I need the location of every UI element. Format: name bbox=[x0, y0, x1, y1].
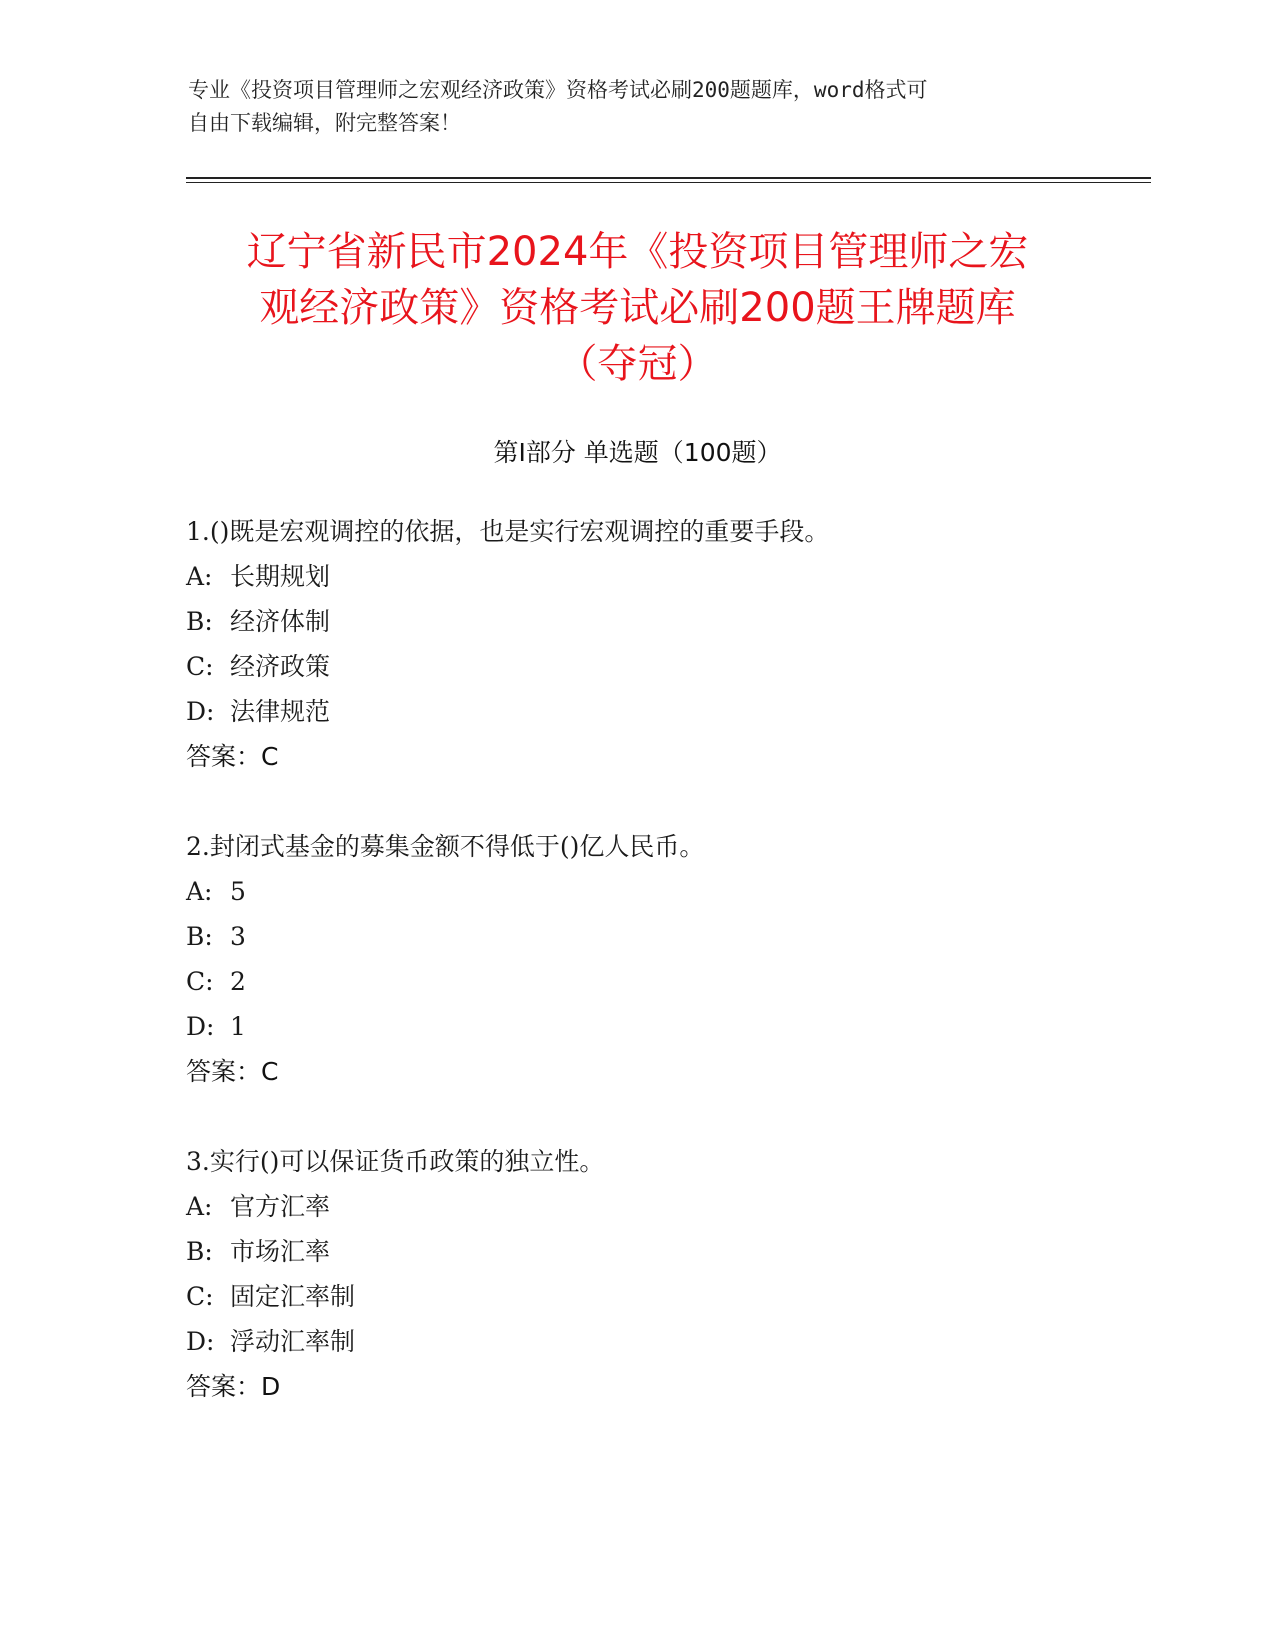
question-2 bbox=[186, 824, 1086, 1094]
option-d bbox=[186, 1319, 1086, 1364]
option-letter: A: bbox=[186, 562, 213, 591]
option-letter: A: bbox=[186, 877, 213, 906]
header-note-line-2: 自由下载编辑，附完整答案！ bbox=[188, 111, 461, 135]
answer: 答案：D bbox=[186, 1372, 281, 1401]
option-a bbox=[186, 1184, 1086, 1229]
option-text: 2 bbox=[230, 967, 246, 996]
question-3 bbox=[186, 1139, 1086, 1409]
header-divider-thick bbox=[186, 177, 1151, 179]
section-title: 第Ⅰ部分 单选题（100题） bbox=[493, 438, 782, 467]
option-text: 市场汇率 bbox=[230, 1237, 331, 1266]
question-stem: 2.封闭式基金的募集金额不得低于()亿人民币。 bbox=[186, 832, 705, 861]
option-c bbox=[186, 959, 1086, 1004]
option-letter: C: bbox=[186, 652, 214, 681]
document-title bbox=[160, 224, 1115, 392]
header-divider-thin bbox=[186, 182, 1151, 183]
option-text: 法律规范 bbox=[230, 697, 331, 726]
option-text: 1 bbox=[230, 1012, 246, 1041]
answer: 答案：C bbox=[186, 742, 279, 771]
option-letter: D: bbox=[186, 1012, 215, 1041]
header-note bbox=[188, 74, 1068, 140]
document-title-line-1: 辽宁省新民市2024年《投资项目管理师之宏 bbox=[246, 229, 1029, 275]
option-b bbox=[186, 1229, 1086, 1274]
question-1 bbox=[186, 509, 1086, 779]
document-title-line-3: （夺冠） bbox=[557, 341, 718, 387]
option-text: 3 bbox=[230, 922, 246, 951]
option-c bbox=[186, 644, 1086, 689]
question-stem: 3.实行()可以保证货币政策的独立性。 bbox=[186, 1147, 605, 1176]
option-a bbox=[186, 554, 1086, 599]
question-stem: 1.()既是宏观调控的依据，也是实行宏观调控的重要手段。 bbox=[186, 517, 830, 546]
option-letter: C: bbox=[186, 1282, 214, 1311]
document-title-line-2: 观经济政策》资格考试必刷200题王牌题库 bbox=[259, 285, 1016, 331]
option-text: 浮动汇率制 bbox=[230, 1327, 356, 1356]
option-text: 5 bbox=[230, 877, 246, 906]
option-text: 长期规划 bbox=[230, 562, 331, 591]
option-letter: C: bbox=[186, 967, 214, 996]
option-letter: B: bbox=[186, 1237, 213, 1266]
option-b bbox=[186, 599, 1086, 644]
option-letter: B: bbox=[186, 607, 213, 636]
option-text: 固定汇率制 bbox=[230, 1282, 356, 1311]
answer: 答案：C bbox=[186, 1057, 279, 1086]
option-c bbox=[186, 1274, 1086, 1319]
option-text: 经济体制 bbox=[230, 607, 331, 636]
option-letter: D: bbox=[186, 1327, 215, 1356]
option-letter: D: bbox=[186, 697, 215, 726]
option-letter: A: bbox=[186, 1192, 213, 1221]
option-text: 经济政策 bbox=[230, 652, 331, 681]
option-d bbox=[186, 1004, 1086, 1049]
option-letter: B: bbox=[186, 922, 213, 951]
option-a bbox=[186, 869, 1086, 914]
header-note-line-1: 专业《投资项目管理师之宏观经济政策》资格考试必刷200题题库，word格式可 bbox=[188, 78, 928, 102]
option-b bbox=[186, 914, 1086, 959]
option-d bbox=[186, 689, 1086, 734]
option-text: 官方汇率 bbox=[230, 1192, 331, 1221]
